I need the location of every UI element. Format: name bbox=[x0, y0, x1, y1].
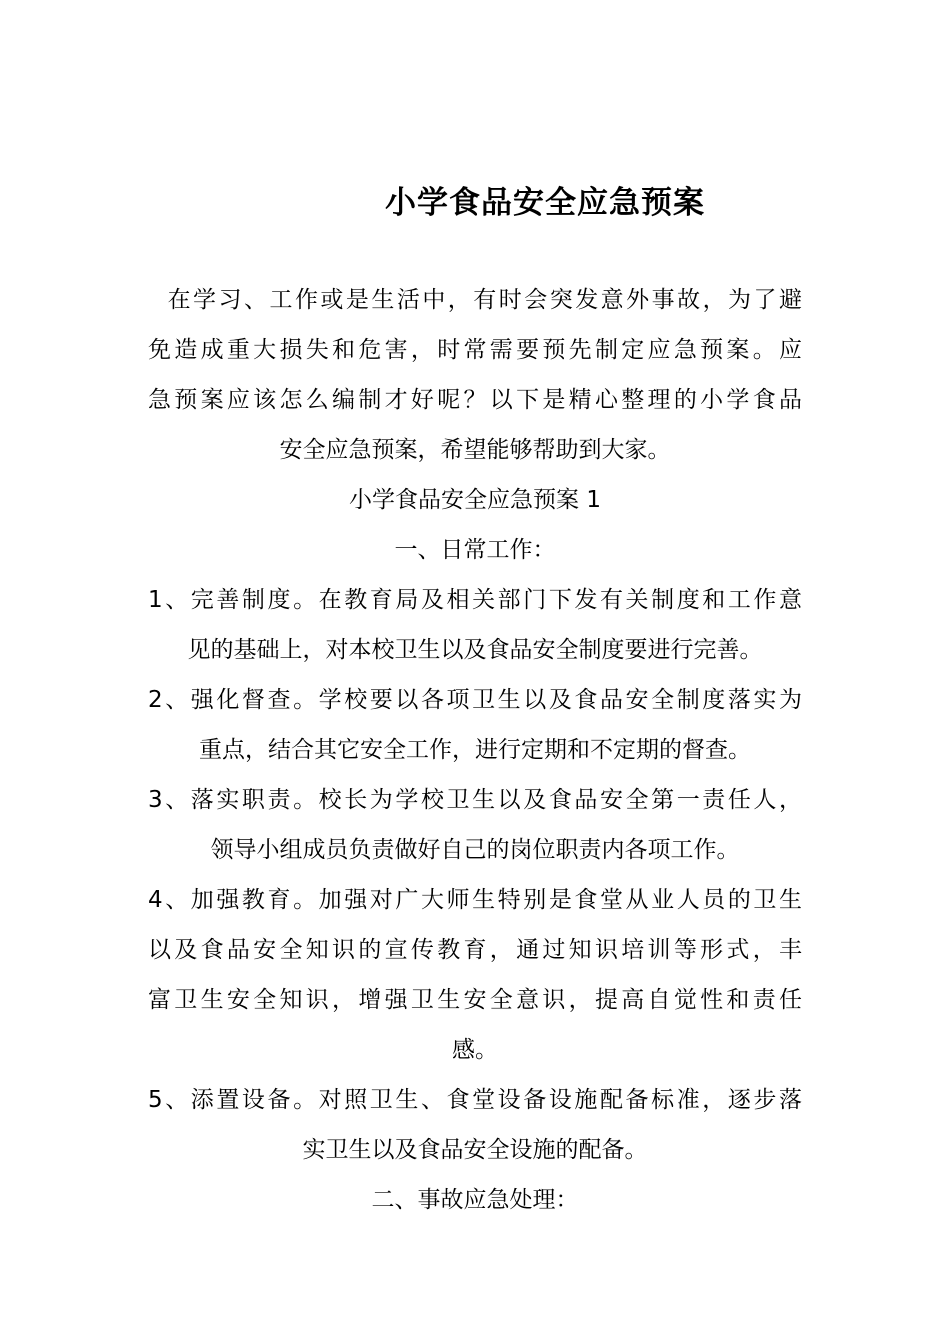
text-line: 2、强化督查。学校要以各项卫生以及食品安全制度落实为 bbox=[148, 687, 802, 713]
section-heading-daily-work bbox=[148, 525, 802, 575]
text-line: 免造成重大损失和危害，时常需要预先制定应急预案。应 bbox=[148, 337, 802, 363]
text-line: 感。 bbox=[452, 1037, 498, 1063]
text-line: 富卫生安全知识，增强卫生安全意识，提高自觉性和责任 bbox=[148, 987, 802, 1013]
text-line: 急预案应该怎么编制才好呢？以下是精心整理的小学食品 bbox=[148, 387, 802, 413]
text-line: 3、落实职责。校长为学校卫生以及食品安全第一责任人， bbox=[148, 787, 802, 813]
text-line: 小学食品安全应急预案 1 bbox=[349, 487, 601, 513]
text-line: 在学习、工作或是生活中，有时会突发意外事故，为了避 bbox=[148, 287, 802, 313]
document-body bbox=[148, 275, 802, 1225]
document-title: 小学食品安全应急预案 bbox=[385, 185, 705, 221]
text-line: 重点，结合其它安全工作，进行定期和不定期的督查。 bbox=[199, 737, 751, 763]
text-line: 见的基础上，对本校卫生以及食品安全制度要进行完善。 bbox=[187, 637, 763, 663]
text-line: 实卫生以及食品安全设施的配备。 bbox=[302, 1137, 648, 1163]
list-item-3 bbox=[148, 775, 802, 875]
section-heading-emergency bbox=[148, 1175, 802, 1225]
list-item-5 bbox=[148, 1075, 802, 1175]
text-line: 5、添置设备。对照卫生、食堂设备设施配备标准，逐步落 bbox=[148, 1087, 802, 1113]
text-line: 领导小组成员负责做好自己的岗位职责内各项工作。 bbox=[210, 837, 740, 863]
list-item-2 bbox=[148, 675, 802, 775]
list-item-4 bbox=[148, 875, 802, 1075]
text-line: 二、事故应急处理： bbox=[371, 1187, 579, 1213]
text-line: 以及食品安全知识的宣传教育，通过知识培训等形式，丰 bbox=[148, 937, 802, 963]
intro-paragraph bbox=[148, 275, 802, 475]
text-line: 一、日常工作： bbox=[394, 537, 556, 563]
text-line: 1、完善制度。在教育局及相关部门下发有关制度和工作意 bbox=[148, 587, 802, 613]
text-line: 安全应急预案，希望能够帮助到大家。 bbox=[279, 437, 671, 463]
section-subtitle bbox=[148, 475, 802, 525]
list-item-1 bbox=[148, 575, 802, 675]
text-line: 4、加强教育。加强对广大师生特别是食堂从业人员的卫生 bbox=[148, 887, 802, 913]
